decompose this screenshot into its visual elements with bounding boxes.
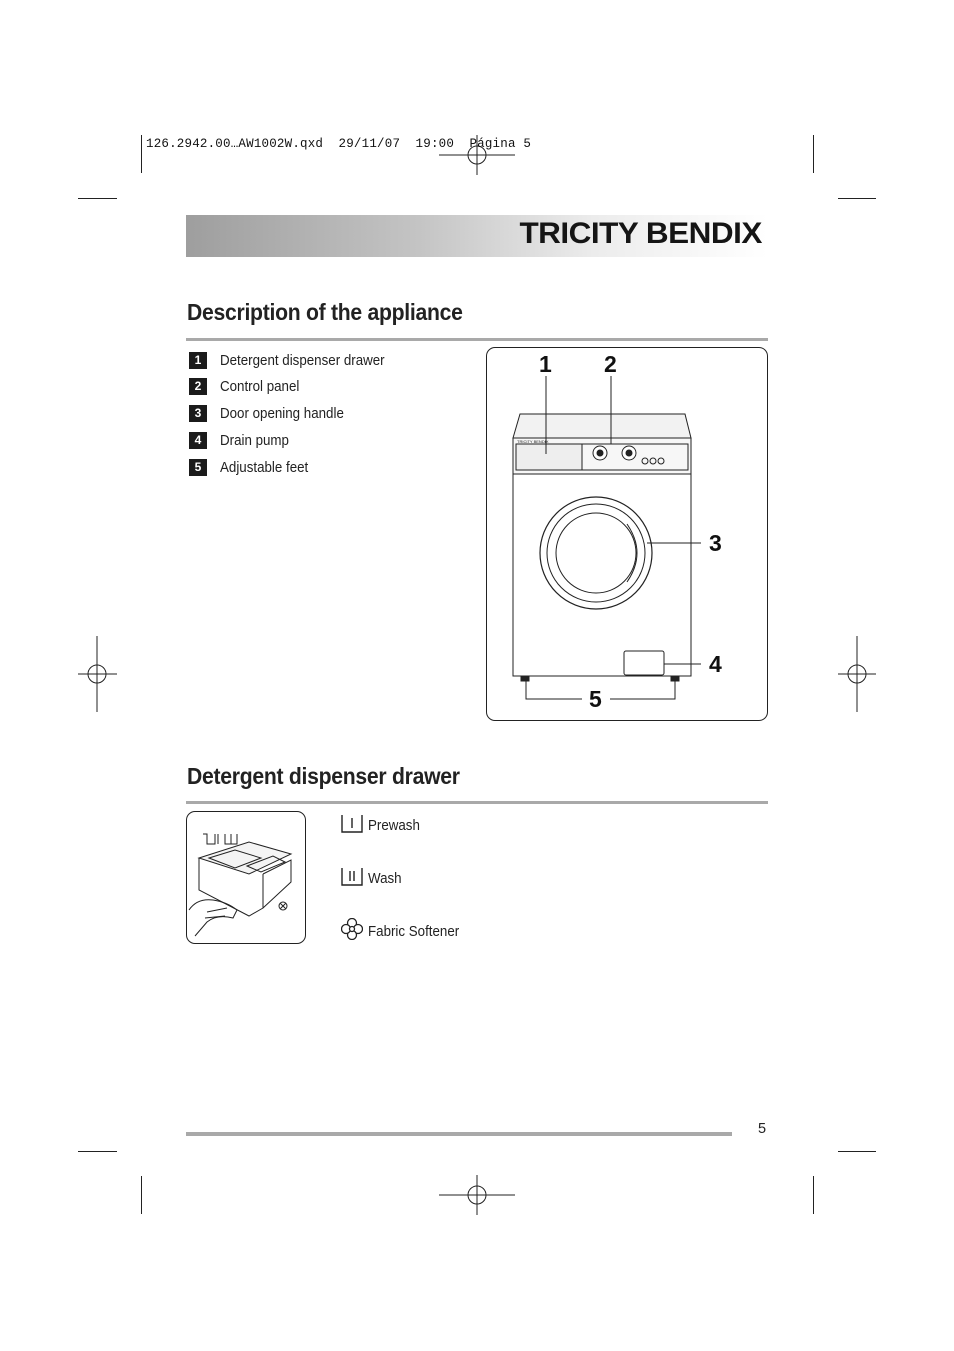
compartment-label: Fabric Softener	[368, 924, 460, 940]
item-label: Drain pump	[220, 433, 289, 449]
washing-machine-illustration	[487, 348, 767, 720]
wash-compartment-icon	[341, 867, 363, 887]
brand-banner	[186, 215, 768, 257]
item-label: Detergent dispenser drawer	[220, 353, 385, 369]
item-number: 2	[189, 378, 207, 395]
item-label: Door opening handle	[220, 406, 344, 422]
callout-2: 2	[604, 351, 617, 377]
callout-3: 3	[709, 530, 722, 556]
item-label: Adjustable feet	[220, 460, 309, 476]
prewash-compartment-icon	[341, 814, 363, 834]
drawer-figure	[186, 811, 306, 944]
item-label: Control panel	[220, 379, 300, 395]
item-number: 5	[189, 459, 207, 476]
item-number: 3	[189, 405, 207, 422]
brand-logo: TRICITY BENDIX	[519, 217, 762, 250]
callout-5: 5	[589, 686, 602, 712]
file-slug: 126.2942.00…AW1002W.qxd 29/11/07 19:00 Página 5	[146, 137, 532, 151]
section-rule	[186, 338, 768, 341]
svg-text:TRICITY BENDIX: TRICITY BENDIX	[517, 439, 549, 444]
item-number: 1	[189, 352, 207, 369]
section-title-drawer: Detergent dispenser drawer	[187, 763, 460, 789]
compartment-label: Prewash	[368, 818, 420, 834]
callout-1: 1	[539, 351, 552, 377]
section-rule	[186, 801, 768, 804]
page-number: 5	[758, 1121, 767, 1137]
callout-4: 4	[709, 651, 722, 677]
dispenser-drawer-illustration	[187, 812, 305, 943]
fabric-softener-icon	[341, 918, 363, 940]
footer-rule	[186, 1132, 732, 1136]
compartment-label: Wash	[368, 871, 402, 887]
item-number: 4	[189, 432, 207, 449]
appliance-figure	[486, 347, 768, 721]
section-title-description: Description of the appliance	[187, 299, 463, 325]
